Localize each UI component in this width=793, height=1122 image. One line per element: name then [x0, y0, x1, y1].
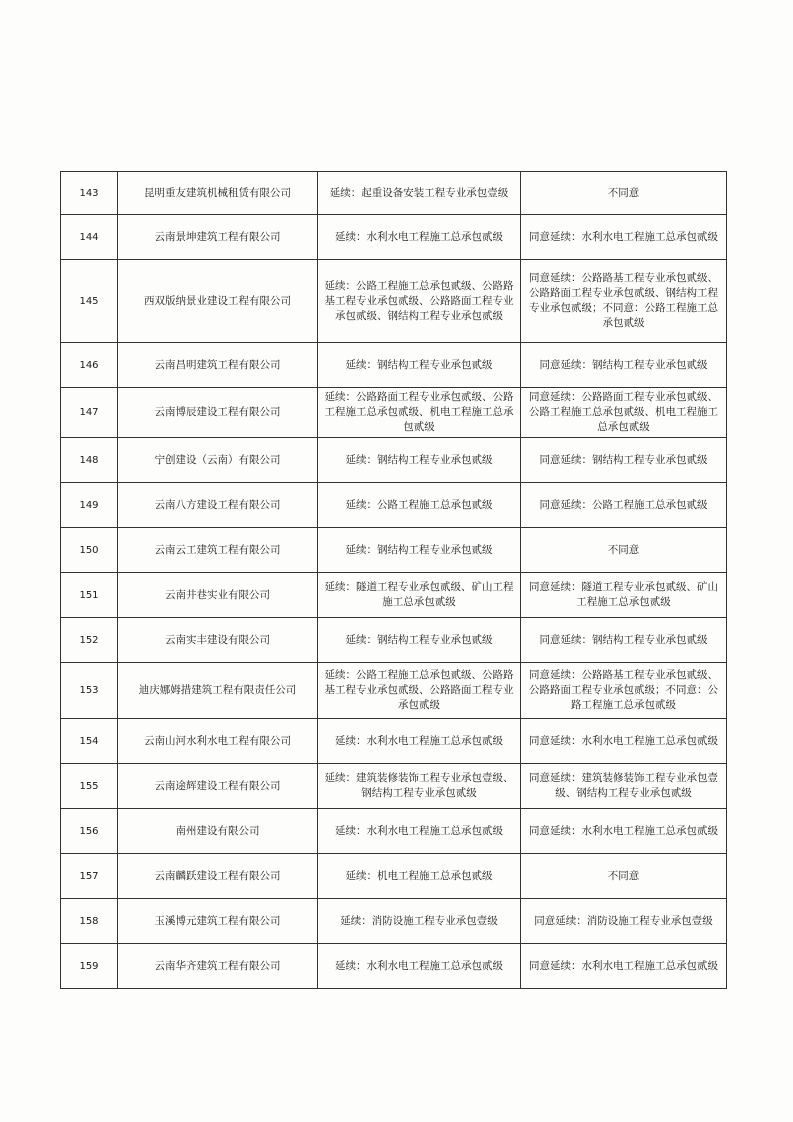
application-item: 延续：公路工程施工总承包贰级、公路路基工程专业承包贰级、公路路面工程专业承包贰级、钢结构工程专业承包贰级: [318, 260, 521, 343]
table-row: [61, 719, 727, 764]
row-number: 152: [61, 618, 118, 663]
row-number: 150: [61, 528, 118, 573]
company-name: 云南途辉建设工程有限公司: [118, 764, 318, 809]
row-number: 158: [61, 899, 118, 944]
application-item: 延续：水利水电工程施工总承包贰级: [318, 719, 521, 764]
application-item: 延续：机电工程施工总承包贰级: [318, 854, 521, 899]
table-row: [61, 809, 727, 854]
application-item: 延续：水利水电工程施工总承包贰级: [318, 809, 521, 854]
row-number: 144: [61, 215, 118, 260]
table-row: [61, 573, 727, 618]
table-row: [61, 343, 727, 388]
row-number: 146: [61, 343, 118, 388]
approval-result: 同意延续：钢结构工程专业承包贰级: [521, 343, 727, 388]
table-row: [61, 854, 727, 899]
approval-result: 同意延续：公路工程施工总承包贰级: [521, 483, 727, 528]
company-name: 玉溪博元建筑工程有限公司: [118, 899, 318, 944]
table-row: [61, 260, 727, 343]
company-name: 宁创建设（云南）有限公司: [118, 438, 318, 483]
row-number: 156: [61, 809, 118, 854]
company-name: 云南华齐建筑工程有限公司: [118, 944, 318, 989]
table-row: [61, 618, 727, 663]
table-row: [61, 388, 727, 438]
application-item: 延续：建筑装修装饰工程专业承包壹级、钢结构工程专业承包贰级: [318, 764, 521, 809]
company-name: 云南云工建筑工程有限公司: [118, 528, 318, 573]
approval-result: 同意延续：水利水电工程施工总承包贰级: [521, 719, 727, 764]
table-row: [61, 528, 727, 573]
table-body: [61, 172, 727, 989]
row-number: 155: [61, 764, 118, 809]
table-row: [61, 172, 727, 215]
row-number: 148: [61, 438, 118, 483]
application-item: 延续：起重设备安装工程专业承包壹级: [318, 172, 521, 215]
row-number: 157: [61, 854, 118, 899]
application-item: 延续：水利水电工程施工总承包贰级: [318, 944, 521, 989]
approval-result: 同意延续：公路路面工程专业承包贰级、公路工程施工总承包贰级、机电工程施工总承包贰级: [521, 388, 727, 438]
table-row: [61, 944, 727, 989]
approval-result: 不同意: [521, 854, 727, 899]
table-row: [61, 438, 727, 483]
approval-result: 同意延续：水利水电工程施工总承包贰级: [521, 215, 727, 260]
approval-result: 同意延续：建筑装修装饰工程专业承包壹级、钢结构工程专业承包贰级: [521, 764, 727, 809]
application-item: 延续：钢结构工程专业承包贰级: [318, 438, 521, 483]
approval-result: 同意延续：水利水电工程施工总承包贰级: [521, 809, 727, 854]
application-item: 延续：水利水电工程施工总承包贰级: [318, 215, 521, 260]
row-number: 145: [61, 260, 118, 343]
application-item: 延续：公路路面工程专业承包贰级、公路工程施工总承包贰级、机电工程施工总承包贰级: [318, 388, 521, 438]
company-name: 云南博辰建设工程有限公司: [118, 388, 318, 438]
approval-result: 同意延续：钢结构工程专业承包贰级: [521, 618, 727, 663]
approval-result: 不同意: [521, 172, 727, 215]
approval-result: 不同意: [521, 528, 727, 573]
company-name: 西双版纳景业建设工程有限公司: [118, 260, 318, 343]
application-item: 延续：钢结构工程专业承包贰级: [318, 528, 521, 573]
table-row: [61, 764, 727, 809]
company-name: 昆明重友建筑机械租赁有限公司: [118, 172, 318, 215]
table-row: [61, 899, 727, 944]
application-item: 延续：隧道工程专业承包贰级、矿山工程施工总承包贰级: [318, 573, 521, 618]
qualification-table: [60, 171, 727, 989]
approval-result: 同意延续：消防设施工程专业承包壹级: [521, 899, 727, 944]
row-number: 153: [61, 663, 118, 719]
company-name: 云南景坤建筑工程有限公司: [118, 215, 318, 260]
company-name: 迪庆娜姆措建筑工程有限责任公司: [118, 663, 318, 719]
approval-result: 同意延续：公路路基工程专业承包贰级、公路路面工程专业承包贰级；不同意：公路工程施工总承包贰级: [521, 663, 727, 719]
row-number: 149: [61, 483, 118, 528]
application-item: 延续：消防设施工程专业承包壹级: [318, 899, 521, 944]
table-row: [61, 483, 727, 528]
row-number: 159: [61, 944, 118, 989]
row-number: 147: [61, 388, 118, 438]
approval-result: 同意延续：公路路基工程专业承包贰级、公路路面工程专业承包贰级、钢结构工程专业承包贰级；不同意：公路工程施工总承包贰级: [521, 260, 727, 343]
application-item: 延续：公路工程施工总承包贰级: [318, 483, 521, 528]
row-number: 151: [61, 573, 118, 618]
row-number: 154: [61, 719, 118, 764]
approval-result: 同意延续：水利水电工程施工总承包贰级: [521, 944, 727, 989]
application-item: 延续：公路工程施工总承包贰级、公路路基工程专业承包贰级、公路路面工程专业承包贰级: [318, 663, 521, 719]
application-item: 延续：钢结构工程专业承包贰级: [318, 343, 521, 388]
company-name: 云南昌明建筑工程有限公司: [118, 343, 318, 388]
application-item: 延续：钢结构工程专业承包贰级: [318, 618, 521, 663]
approval-result: 同意延续：钢结构工程专业承包贰级: [521, 438, 727, 483]
company-name: 云南麟跃建设工程有限公司: [118, 854, 318, 899]
company-name: 南州建设有限公司: [118, 809, 318, 854]
row-number: 143: [61, 172, 118, 215]
approval-result: 同意延续：隧道工程专业承包贰级、矿山工程施工总承包贰级: [521, 573, 727, 618]
company-name: 云南山河水利水电工程有限公司: [118, 719, 318, 764]
company-name: 云南井巷实业有限公司: [118, 573, 318, 618]
table-row: [61, 663, 727, 719]
company-name: 云南实丰建设有限公司: [118, 618, 318, 663]
table-row: [61, 215, 727, 260]
company-name: 云南八方建设工程有限公司: [118, 483, 318, 528]
